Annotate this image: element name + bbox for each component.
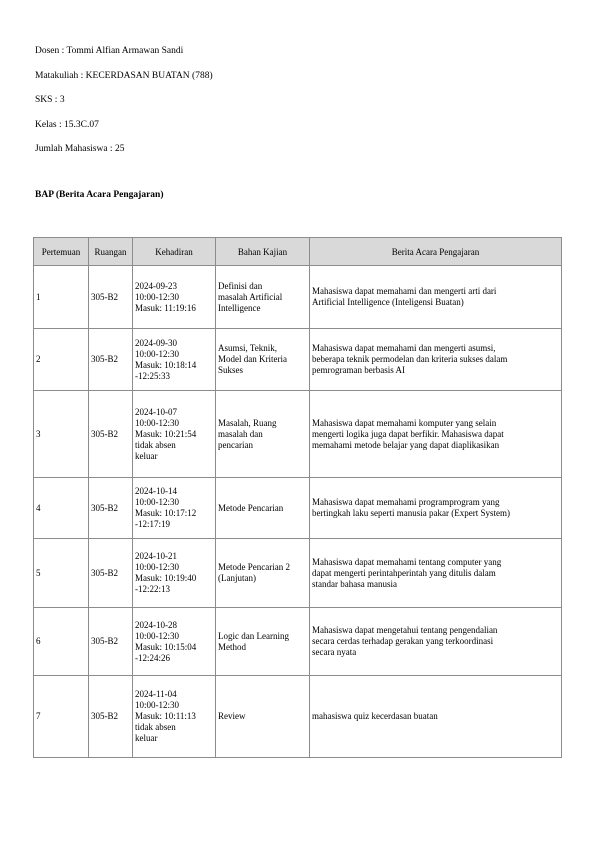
cell-kehadiran xyxy=(133,478,216,539)
cell-berita-acara-line: Mahasiswa dapat memahami dan mengerti asumsi, xyxy=(312,343,496,353)
cell-ruangan: 305-B2 xyxy=(89,391,133,478)
cell-bahan-kajian xyxy=(216,539,310,608)
cell-berita-acara-line: mahasiswa quiz kecerdasan buatan xyxy=(312,711,438,721)
cell-kehadiran-line: 2024-10-21 xyxy=(135,551,177,561)
cell-kehadiran-line: keluar xyxy=(135,733,158,743)
cell-berita-acara-line: Artificial Intelligence (Inteligensi Buatan) xyxy=(312,297,464,307)
cell-ruangan: 305-B2 xyxy=(89,608,133,676)
cell-pertemuan: 7 xyxy=(34,676,89,758)
cell-kehadiran xyxy=(133,266,216,329)
cell-bahan-kajian xyxy=(216,391,310,478)
cell-pertemuan: 3 xyxy=(34,391,89,478)
course-info xyxy=(35,44,213,167)
cell-kehadiran xyxy=(133,676,216,758)
credit-units: SKS : 3 xyxy=(35,95,65,105)
cell-bahan-kajian-line: Method xyxy=(218,641,246,652)
cell-berita-acara-line: secara cerdas terhadap gerakan yang terkoordinasi xyxy=(312,636,494,646)
cell-kehadiran-line: 10:00-12:30 xyxy=(135,497,179,507)
lecturer-name: Dosen : Tommi Alfian Armawan Sandi xyxy=(35,46,184,56)
table-row xyxy=(34,478,562,539)
cell-ruangan: 305-B2 xyxy=(89,539,133,608)
cell-bahan-kajian-line: Sukses xyxy=(218,365,244,375)
cell-bahan-kajian-line: masalah Artificial xyxy=(218,291,283,302)
table-row xyxy=(34,539,562,608)
cell-berita-acara-line: Mahasiswa dapat memahami tentang computer yang xyxy=(312,556,502,567)
cell-kehadiran-line: Masuk: 10:19:40 xyxy=(135,573,197,583)
cell-berita-acara xyxy=(310,478,562,539)
cell-bahan-kajian-line: Logic dan Learning xyxy=(218,630,289,641)
cell-bahan-kajian-line: Asumsi, Teknik, xyxy=(218,343,277,353)
cell-bahan-kajian xyxy=(216,478,310,539)
cell-berita-acara xyxy=(310,329,562,391)
cell-kehadiran-line: keluar xyxy=(135,450,158,461)
cell-kehadiran-line: -12:25:33 xyxy=(135,370,170,381)
cell-kehadiran-line: 10:00-12:30 xyxy=(135,417,179,428)
cell-kehadiran-line: Masuk: 10:17:12 xyxy=(135,508,197,518)
cell-berita-acara-line: bertingkah laku seperti manusia pakar (Expert System) xyxy=(312,508,510,518)
cell-bahan-kajian-line: Metode Pencarian 2 xyxy=(218,562,290,572)
cell-kehadiran-line: 10:00-12:30 xyxy=(135,348,179,359)
cell-pertemuan: 2 xyxy=(34,329,89,391)
cell-berita-acara-line: standar bahasa manusia xyxy=(312,578,397,589)
cell-kehadiran-line: 10:00-12:30 xyxy=(135,562,179,572)
cell-berita-acara-line: Mahasiswa dapat memahami dan mengerti arti dari xyxy=(312,286,497,296)
cell-bahan-kajian xyxy=(216,608,310,676)
cell-kehadiran-line: 10:00-12:30 xyxy=(135,291,179,302)
cell-kehadiran-line: -12:17:19 xyxy=(135,519,170,529)
cell-bahan-kajian-line: Review xyxy=(218,711,246,721)
cell-kehadiran-line: 2024-10-07 xyxy=(135,406,177,417)
cell-kehadiran xyxy=(133,329,216,391)
header-pertemuan: Pertemuan xyxy=(34,238,89,266)
cell-ruangan: 305-B2 xyxy=(89,676,133,758)
cell-bahan-kajian-line: Metode Pencarian xyxy=(218,502,284,513)
cell-berita-acara-line: Mahasiswa dapat memahami komputer yang selain xyxy=(312,417,497,428)
cell-kehadiran-line: tidak absen xyxy=(135,439,176,450)
cell-berita-acara-line: dapat mengerti perintahperintah yang ditulis dalam xyxy=(312,567,496,578)
cell-kehadiran xyxy=(133,539,216,608)
cell-berita-acara-line: memahami metode belajar yang dapat diaplikasikan xyxy=(312,439,500,450)
cell-kehadiran-line: Masuk: 11:19:16 xyxy=(135,302,196,313)
cell-kehadiran-line: 2024-10-14 xyxy=(135,486,177,496)
cell-bahan-kajian xyxy=(216,266,310,329)
cell-berita-acara-line: Mahasiswa dapat memahami programprogram yang xyxy=(312,497,500,507)
table-row xyxy=(34,391,562,478)
course-name: Matakuliah : KECERDASAN BUATAN (788) xyxy=(35,70,213,81)
cell-kehadiran-line: 10:00-12:30 xyxy=(135,700,179,710)
cell-bahan-kajian-line: Definisi dan xyxy=(218,280,263,291)
cell-kehadiran-line: Masuk: 10:18:14 xyxy=(135,359,197,370)
table-row xyxy=(34,676,562,758)
cell-pertemuan: 4 xyxy=(34,478,89,539)
cell-berita-acara xyxy=(310,676,562,758)
cell-berita-acara-line: secara nyata xyxy=(312,647,357,657)
cell-bahan-kajian-line: (Lanjutan) xyxy=(218,573,256,583)
cell-berita-acara xyxy=(310,391,562,478)
header-berita-acara: Berita Acara Pengajaran xyxy=(310,238,562,266)
cell-kehadiran-line: tidak absen xyxy=(135,722,176,732)
table-header-row xyxy=(34,238,562,266)
cell-kehadiran-line: 2024-11-04 xyxy=(135,689,177,699)
cell-bahan-kajian-line: masalah dan xyxy=(218,428,263,439)
cell-ruangan: 305-B2 xyxy=(89,329,133,391)
cell-pertemuan: 6 xyxy=(34,608,89,676)
cell-berita-acara xyxy=(310,539,562,608)
cell-kehadiran-line: Masuk: 10:11:13 xyxy=(135,711,196,721)
cell-bahan-kajian-line: Masalah, Ruang xyxy=(218,417,277,428)
cell-kehadiran-line: 10:00-12:30 xyxy=(135,630,179,641)
cell-kehadiran-line: -12:22:13 xyxy=(135,584,170,594)
cell-kehadiran-line: Masuk: 10:15:04 xyxy=(135,641,197,652)
cell-berita-acara-line: Mahasiswa dapat mengetahui tentang pengendalian xyxy=(312,625,498,635)
header-kehadiran: Kehadiran xyxy=(133,238,216,266)
cell-kehadiran-line: -12:24:26 xyxy=(135,652,170,663)
table-row xyxy=(34,266,562,329)
cell-berita-acara-line: beberapa teknik permodelan dan kriteria sukses dalam xyxy=(312,354,508,364)
cell-kehadiran-line: 2024-09-23 xyxy=(135,280,177,291)
cell-bahan-kajian xyxy=(216,329,310,391)
cell-bahan-kajian xyxy=(216,676,310,758)
table-row xyxy=(34,329,562,391)
cell-kehadiran-line: 2024-09-30 xyxy=(135,337,177,348)
cell-pertemuan: 1 xyxy=(34,266,89,329)
header-bahan-kajian: Bahan Kajian xyxy=(216,238,310,266)
table-body xyxy=(34,266,562,758)
table-row xyxy=(34,608,562,676)
cell-pertemuan: 5 xyxy=(34,539,89,608)
cell-bahan-kajian-line: Intelligence xyxy=(218,302,261,313)
cell-bahan-kajian-line: pencarian xyxy=(218,439,253,450)
cell-bahan-kajian-line: Model dan Kriteria xyxy=(218,354,287,364)
bap-table xyxy=(33,237,562,758)
cell-kehadiran xyxy=(133,391,216,478)
header-ruangan: Ruangan xyxy=(89,238,133,266)
cell-berita-acara xyxy=(310,266,562,329)
cell-berita-acara-line: pemrograman berbasis AI xyxy=(312,365,405,375)
bap-section-title: BAP (Berita Acara Pengajaran) xyxy=(35,190,164,200)
cell-kehadiran xyxy=(133,608,216,676)
cell-kehadiran-line: 2024-10-28 xyxy=(135,619,177,630)
cell-ruangan: 305-B2 xyxy=(89,478,133,539)
student-count: Jumlah Mahasiswa : 25 xyxy=(35,144,125,154)
cell-berita-acara-line: mengerti logika juga dapat berfikir. Mahasiswa dapat xyxy=(312,428,504,439)
cell-ruangan: 305-B2 xyxy=(89,266,133,329)
cell-berita-acara xyxy=(310,608,562,676)
cell-kehadiran-line: Masuk: 10:21:54 xyxy=(135,428,197,439)
class-code: Kelas : 15.3C.07 xyxy=(35,119,99,130)
